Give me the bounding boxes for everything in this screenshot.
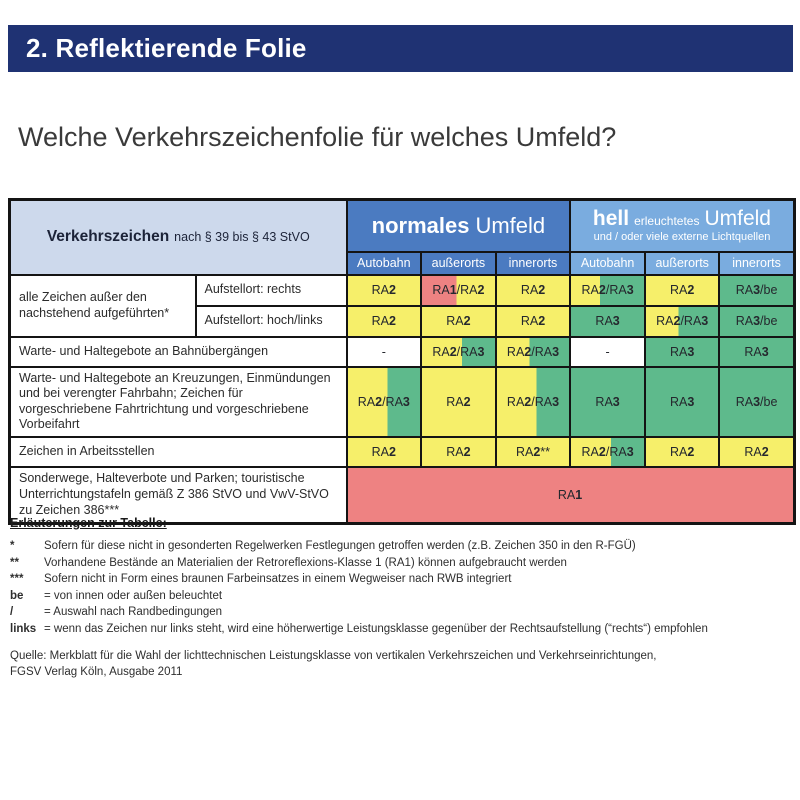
ra-cell: RA2**	[496, 437, 571, 467]
legend-marker: ***	[10, 573, 24, 585]
group-hell-subline: und / oder viele externe Lichtquellen	[593, 230, 771, 243]
col-header-innerorts-normal: innerorts	[496, 252, 571, 275]
ra-cell: RA2	[421, 367, 496, 438]
corner-header-rest: nach § 39 bis § 43 StVO	[174, 230, 310, 245]
legend-marker: be	[10, 589, 24, 602]
legend-item	[10, 555, 790, 572]
legend-title: Erläuterungen zur Tabelle:	[10, 516, 167, 530]
ra-cell: RA3/be	[719, 306, 794, 337]
table-legend	[10, 516, 790, 637]
col-header-ausserorts-hell: außerorts	[645, 252, 720, 275]
table-row	[10, 337, 795, 367]
legend-marker: *	[10, 540, 15, 552]
group-header-normal	[347, 200, 571, 252]
row-label-sonderwege: Sonderwege, Halteverbote und Parken; touristische Unterrichtungstafeln gemäß Z 386 StVO und VwV-StVO zu Zeichen 386***	[10, 467, 347, 523]
legend-text: Sofern nicht in Form eines braunen Farbeinsatzes in einem Wegweiser nach RWB integriert	[44, 573, 512, 585]
ra-cell: RA2	[421, 437, 496, 467]
legend-marker: **	[10, 556, 19, 569]
legend-text: Vorhandene Bestände an Materialien der Retroreflexions-Klasse 1 (RA1) können aufgebraucht werden	[44, 556, 567, 569]
page-subtitle: Welche Verkehrszeichenfolie für welches Umfeld?	[18, 122, 617, 152]
ra-cell: RA2	[719, 437, 794, 467]
foil-selection-table	[8, 198, 796, 525]
legend-text: = von innen oder außen beleuchtet	[44, 589, 223, 602]
group-hell-rest: Umfeld	[704, 207, 771, 231]
ra-cell: -	[347, 337, 422, 367]
col-header-innerorts-hell: innerorts	[719, 252, 794, 275]
legend-item	[10, 621, 790, 638]
ra-cell: RA2/RA3	[570, 275, 645, 306]
ra-cell: RA3/be	[719, 367, 794, 438]
legend-item	[10, 604, 790, 621]
ra-cell: RA2/RA3	[645, 306, 720, 337]
row-label-arbeitsstellen: Zeichen in Arbeitsstellen	[10, 437, 347, 467]
ra-cell: RA3	[570, 306, 645, 337]
legend-text: = wenn das Zeichen nur links steht, wird eine höherwertige Leistungsklasse gegenüber der Rechtsaufstellung (“rechts“) empfohlen	[44, 622, 708, 635]
source-line-2: FGSV Verlag Köln, Ausgabe 2011	[10, 666, 183, 678]
col-header-autobahn-hell: Autobahn	[570, 252, 645, 275]
ra-cell: RA2	[347, 437, 422, 467]
group-normal-rest: Umfeld	[475, 212, 546, 238]
table-row	[10, 367, 795, 438]
ra-cell: RA2	[496, 275, 571, 306]
legend-item	[10, 588, 790, 605]
legend-marker: links	[10, 622, 37, 635]
ra-cell: -	[570, 337, 645, 367]
ra-cell: RA3/be	[719, 275, 794, 306]
slide-title-bar	[8, 25, 793, 72]
source-note	[10, 648, 780, 680]
ra-cell: RA1	[347, 467, 795, 523]
group-hell-bold: hell	[592, 207, 630, 231]
table-row	[10, 437, 795, 467]
ra-cell: RA2	[347, 306, 422, 337]
col-header-ausserorts-normal: außerorts	[421, 252, 496, 275]
legend-text: = Auswahl nach Randbedingungen	[44, 606, 223, 618]
table-header-row	[10, 200, 795, 252]
col-header-autobahn-normal: Autobahn	[347, 252, 422, 275]
row-label-bahnuebergaenge: Warte- und Haltegebote an Bahnübergängen	[10, 337, 347, 367]
row-label-aufstellort-hoch-links: Aufstellort: hoch/links	[196, 306, 347, 337]
ra-cell: RA2	[421, 306, 496, 337]
row-label-kreuzungen: Warte- und Haltegebote an Kreuzungen, Einmündungen und bei verengter Fahrbahn; Zeichen für vorgeschriebene Fahrtrichtung und vorgeschriebene Vorbeifahrt	[10, 367, 347, 438]
ra-cell: RA2	[645, 275, 720, 306]
group-hell-small: erleuchtetes	[634, 214, 700, 229]
legend-marker: /	[10, 606, 14, 618]
ra-cell: RA2	[496, 306, 571, 337]
legend-item	[10, 571, 790, 588]
row-label-alle-zeichen: alle Zeichen außer den nachstehend aufgeführten*	[10, 275, 196, 337]
ra-cell: RA2/RA3	[496, 337, 571, 367]
ra-cell: RA3	[645, 367, 720, 438]
table-row	[10, 467, 795, 523]
ra-cell: RA1/RA2	[421, 275, 496, 306]
ra-cell: RA3	[719, 337, 794, 367]
ra-cell: RA2/RA3	[347, 367, 422, 438]
legend-text: Sofern für diese nicht in gesonderten Regelwerken Festlegungen getroffen werden (z.B. Zeichen 350 in den R-FGÜ)	[44, 540, 636, 552]
corner-header-cell	[10, 200, 347, 275]
ra-cell: RA3	[645, 337, 720, 367]
ra-cell: RA2/RA3	[496, 367, 571, 438]
slide-title: 2. Reflektierende Folie	[26, 33, 307, 63]
ra-cell: RA2	[645, 437, 720, 467]
ra-cell: RA2	[347, 275, 422, 306]
corner-header-bold: Verkehrszeichen	[46, 228, 170, 246]
ra-cell: RA2/RA3	[421, 337, 496, 367]
group-normal-bold: normales	[371, 212, 470, 238]
group-header-hell	[570, 200, 794, 252]
ra-cell: RA3	[570, 367, 645, 438]
source-line-1: Quelle: Merkblatt für die Wahl der lichttechnischen Leistungsklasse von vertikalen Verkehrszeichen und Verkehrseinrichtungen,	[10, 650, 657, 662]
table-row	[10, 275, 795, 306]
ra-cell: RA2/RA3	[570, 437, 645, 467]
legend-item	[10, 538, 790, 555]
row-label-aufstellort-rechts: Aufstellort: rechts	[196, 275, 347, 306]
